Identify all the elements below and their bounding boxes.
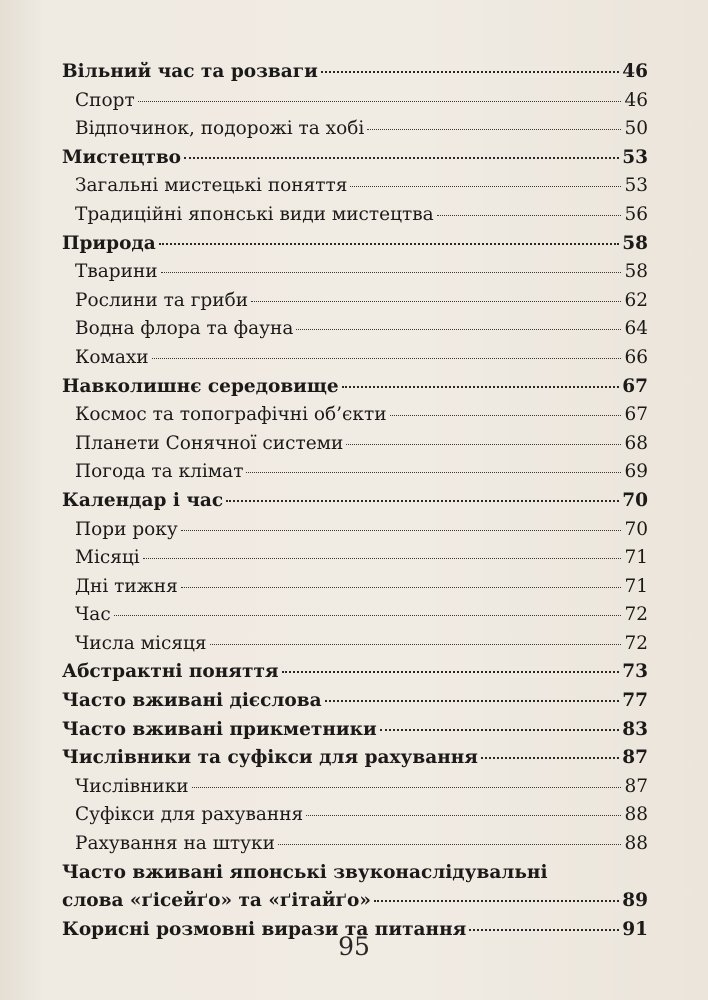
toc-entry-title: Абстрактні поняття <box>62 661 279 683</box>
toc-entry-title: Космос та топографічні об’єкти <box>75 404 387 426</box>
toc-entry <box>62 887 648 916</box>
dot-leader <box>226 500 619 502</box>
dot-leader <box>380 729 620 731</box>
toc-subentry <box>62 315 648 344</box>
toc-entry-title: Традиційні японські види мистецтва <box>75 203 434 225</box>
toc-subentry <box>62 201 648 230</box>
toc-page-number: 83 <box>622 718 648 740</box>
toc-page-number: 68 <box>624 432 648 454</box>
dot-leader <box>278 844 622 845</box>
dot-leader <box>192 787 622 788</box>
toc-page-number: 91 <box>622 918 648 940</box>
toc-page-number: 64 <box>624 318 648 340</box>
toc-entry-title: Корисні розмовні вирази та питання <box>62 918 467 940</box>
toc-page-number: 66 <box>624 346 648 368</box>
dot-leader <box>321 71 619 73</box>
toc-entry-title: Водна флора та фауна <box>75 318 294 340</box>
toc-page-number: 58 <box>622 232 648 254</box>
toc-page-number: 50 <box>624 118 648 140</box>
toc-page-number: 88 <box>624 804 648 826</box>
toc-subentry <box>62 573 648 602</box>
toc-subentry <box>62 630 648 659</box>
toc-subentry <box>62 344 648 373</box>
dot-leader <box>181 530 622 531</box>
toc-entry-title: Загальні мистецькі поняття <box>75 175 348 197</box>
toc-entry <box>62 144 648 173</box>
toc-entry-title: Вільний час та розваги <box>62 61 318 82</box>
toc-subentry <box>62 172 648 201</box>
toc-subentry <box>62 516 648 545</box>
dot-leader <box>282 671 620 673</box>
dot-leader <box>181 587 622 588</box>
toc-entry-title: Часто вживані японські звуконаслідувальні <box>62 861 548 883</box>
toc-entry <box>62 230 648 259</box>
toc-entry-title: Числівники та суфікси для рахування <box>62 747 478 769</box>
toc-subentry <box>62 801 648 830</box>
toc-page-number: 71 <box>624 575 648 597</box>
toc-page-number: 56 <box>624 203 648 225</box>
toc-page-number: 53 <box>624 175 648 197</box>
dot-leader <box>152 358 622 359</box>
toc-subentry <box>62 287 648 316</box>
dot-leader <box>184 157 619 159</box>
toc-page-number: 73 <box>622 661 648 683</box>
toc-subentry <box>62 830 648 859</box>
toc-page-number: 77 <box>622 690 648 712</box>
toc-entry-title: Мистецтво <box>62 146 182 168</box>
toc-entry-title: Час <box>75 604 111 626</box>
toc-page-number: 46 <box>622 61 648 82</box>
dot-leader <box>481 757 619 759</box>
toc-subentry <box>62 87 648 116</box>
dot-leader <box>390 415 622 416</box>
dot-leader <box>143 558 622 559</box>
dot-leader <box>296 329 621 330</box>
toc-entry <box>62 687 648 716</box>
toc-page-number: 69 <box>624 461 648 483</box>
toc-entry <box>62 58 648 87</box>
dot-leader <box>325 700 620 702</box>
toc-subentry <box>62 601 648 630</box>
toc-page-number: 67 <box>624 404 648 426</box>
page-number: 95 <box>338 932 370 961</box>
toc-subentry <box>62 430 648 459</box>
toc-page-number: 67 <box>622 375 648 397</box>
toc-subentry <box>62 544 648 573</box>
toc-entry-title: Тварини <box>75 261 158 283</box>
toc-page-number: 70 <box>622 489 648 511</box>
toc-entry <box>62 859 648 888</box>
toc-entry-title: Відпочинок, подорожі та хобі <box>75 118 365 140</box>
dot-leader <box>210 644 622 645</box>
toc-entry-title: Комахи <box>75 346 149 368</box>
toc-page-number: 62 <box>624 289 648 311</box>
toc-entry-title: Числа місяця <box>75 632 207 654</box>
toc-entry-title: Планети Сонячної системи <box>75 432 344 454</box>
toc-entry-title: Погода та клімат <box>75 461 244 483</box>
toc-entry-title: Спорт <box>75 89 135 111</box>
dot-leader <box>342 386 620 388</box>
dot-leader <box>346 444 621 445</box>
toc-subentry <box>62 258 648 287</box>
toc-page-number: 89 <box>622 890 648 912</box>
toc-entry <box>62 744 648 773</box>
dot-leader <box>138 101 622 102</box>
toc-page-number: 87 <box>622 747 648 769</box>
toc-page-number: 72 <box>624 632 648 654</box>
toc-page-number: 46 <box>624 89 648 111</box>
dot-leader <box>469 929 619 931</box>
table-of-contents <box>62 58 648 944</box>
toc-entry-title: Часто вживані дієслова <box>62 690 322 712</box>
toc-entry-title: Пори року <box>75 518 178 540</box>
toc-page-number: 88 <box>624 833 648 855</box>
toc-entry-title: Рахування на штуки <box>75 833 275 855</box>
dot-leader <box>161 272 622 273</box>
toc-entry-title: Календар і час <box>62 489 224 511</box>
toc-entry <box>62 658 648 687</box>
dot-leader <box>251 301 621 302</box>
toc-subentry <box>62 773 648 802</box>
dot-leader <box>437 215 622 216</box>
toc-subentry <box>62 458 648 487</box>
dot-leader <box>246 472 621 473</box>
toc-entry <box>62 487 648 516</box>
dot-leader <box>159 243 620 245</box>
dot-leader <box>350 186 621 187</box>
toc-page-number: 70 <box>624 518 648 540</box>
toc-entry-title: Суфікси для рахування <box>75 804 304 826</box>
toc-page-number: 53 <box>622 146 648 168</box>
toc-page-number: 71 <box>624 547 648 569</box>
toc-page-number: 87 <box>624 775 648 797</box>
toc-entry-title: Природа <box>62 232 156 254</box>
toc-entry-title: Рослини та гриби <box>75 289 249 311</box>
dot-leader <box>306 815 621 816</box>
toc-subentry <box>62 401 648 430</box>
toc-entry-title: слова «ґісейґо» та «ґітайґо» <box>62 890 371 912</box>
dot-leader <box>374 900 619 902</box>
toc-subentry <box>62 115 648 144</box>
toc-entry-title: Часто вживані прикметники <box>62 718 377 740</box>
toc-entry-title: Місяці <box>75 547 140 569</box>
toc-entry-title: Числівники <box>75 775 189 797</box>
toc-page-number: 72 <box>624 604 648 626</box>
dot-leader <box>114 615 622 616</box>
toc-entry-title: Навколишнє середовище <box>62 375 339 397</box>
dot-leader <box>367 129 621 130</box>
toc-entry <box>62 373 648 402</box>
toc-entry <box>62 716 648 745</box>
toc-page-number: 58 <box>624 261 648 283</box>
toc-entry-title: Дні тижня <box>75 575 178 597</box>
